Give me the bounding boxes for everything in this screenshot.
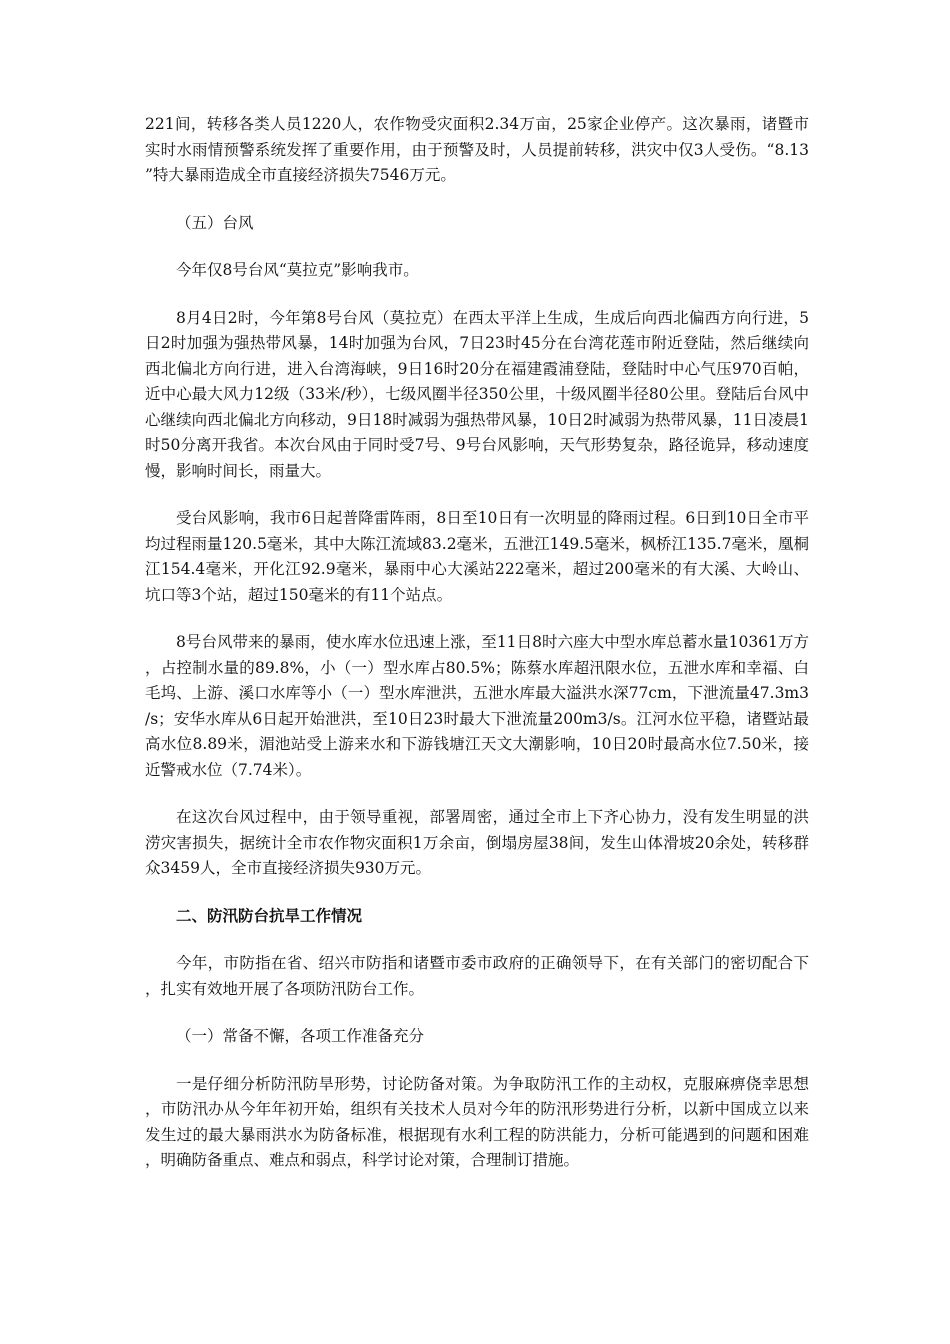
section-heading-typhoon: （五）台风 <box>176 213 254 232</box>
paragraph-typhoon-track: 8月4日2时，今年第8号台风（莫拉克）在西太平洋上生成，生成后向西北偏西方向行进，5日2时加强为强热带风暴，14时加强为台风，7日23时45分在台湾花莲市附近登陆，然后继续向西北偏北方向行进，进入台湾海峡，9日16时20分在福建霞浦登陆，登陆时中心气压970百帕，近中心最大风力12级（33米/秒），七级风圈半径350公里，十级风圈半径80公里。登陆后台风中心继续向西北偏北方向移动，9日18时减弱为强热带风暴，10日2时减弱为热带风暴，11日凌晨1时50分离开我省。本次台风由于同时受7号、9号台风影响，天气形势复杂，路径诡异，移动速度慢，影响时间长，雨量大。 <box>145 308 809 480</box>
paragraph-flood-losses-continued: 221间，转移各类人员1220人，农作物受灾面积2.34万亩，25家企业停产。这次暴雨，诸暨市实时水雨情预警系统发挥了重要作用，由于预警及时，人员提前转移，洪灾中仅3人受伤。“8.13”特大暴雨造成全市直接经济损失7546万元。 <box>145 115 809 184</box>
paragraph-reservoir-levels: 8号台风带来的暴雨，使水库水位迅速上涨，至11日8时六座大中型水库总蓄水量10361万方，占控制水量的89.8%，小（一）型水库占80.5%；陈蔡水库超汛限水位，五泄水库和幸福、白毛坞、上游、溪口水库等小（一）型水库泄洪，五泄水库最大溢洪水深77cm，下泄流量47.3m3/s；安华水库从6日起开始泄洪，至10日23时最大下泄流量200m3/s。江河水位平稳，诸暨站最高水位8.89米，湄池站受上游来水和下游钱塘江天文大潮影响，10日20时最高水位7.50米，接近警戒水位（7.74米）。 <box>145 633 809 779</box>
section-heading-preparation: （一）常备不懈，各项工作准备充分 <box>176 1027 425 1045</box>
paragraph-preparation-analysis: 一是仔细分析防汛防旱形势，讨论防备对策。为争取防汛工作的主动权，克服麻痹侥幸思想，市防汛办从今年年初开始，组织有关技术人员对今年的防汛形势进行分析，以新中国成立以来发生过的最大暴雨洪水为防备标准，根据现有水利工程的防洪能力，分析可能遇到的问题和困难，明确防备重点、难点和弱点，科学讨论对策，合理制订措施。 <box>145 1074 809 1169</box>
document-body <box>145 112 809 1196</box>
paragraph-typhoon-intro: 今年仅8号台风“莫拉克”影响我市。 <box>176 261 419 279</box>
paragraph-work-overview: 今年，市防指在省、绍兴市防指和诸暨市委市政府的正确领导下，在有关部门的密切配合下，扎实有效地开展了各项防汛防台工作。 <box>145 954 809 998</box>
paragraph-typhoon-losses: 在这次台风过程中，由于领导重视，部署周密，通过全市上下齐心协力，没有发生明显的洪涝灾害损失，据统计全市农作物灾面积1万余亩，倒塌房屋38间，发生山体滑坡20余处，转移群众3459人，全市直接经济损失930万元。 <box>145 808 809 877</box>
chapter-heading-flood-control-work: 二、防汛防台抗旱工作情况 <box>176 906 363 925</box>
paragraph-typhoon-rainfall: 受台风影响，我市6日起普降雷阵雨，8日至10日有一次明显的降雨过程。6日到10日全市平均过程雨量120.5毫米，其中大陈江流域83.2毫米，五泄江149.5毫米，枫桥江135.7毫米，凰桐江154.4毫米，开化江92.9毫米，暴雨中心大溪站222毫米，超过200毫米的有大溪、大岭山、坑口等3个站，超过150毫米的有11个站点。 <box>145 509 809 604</box>
